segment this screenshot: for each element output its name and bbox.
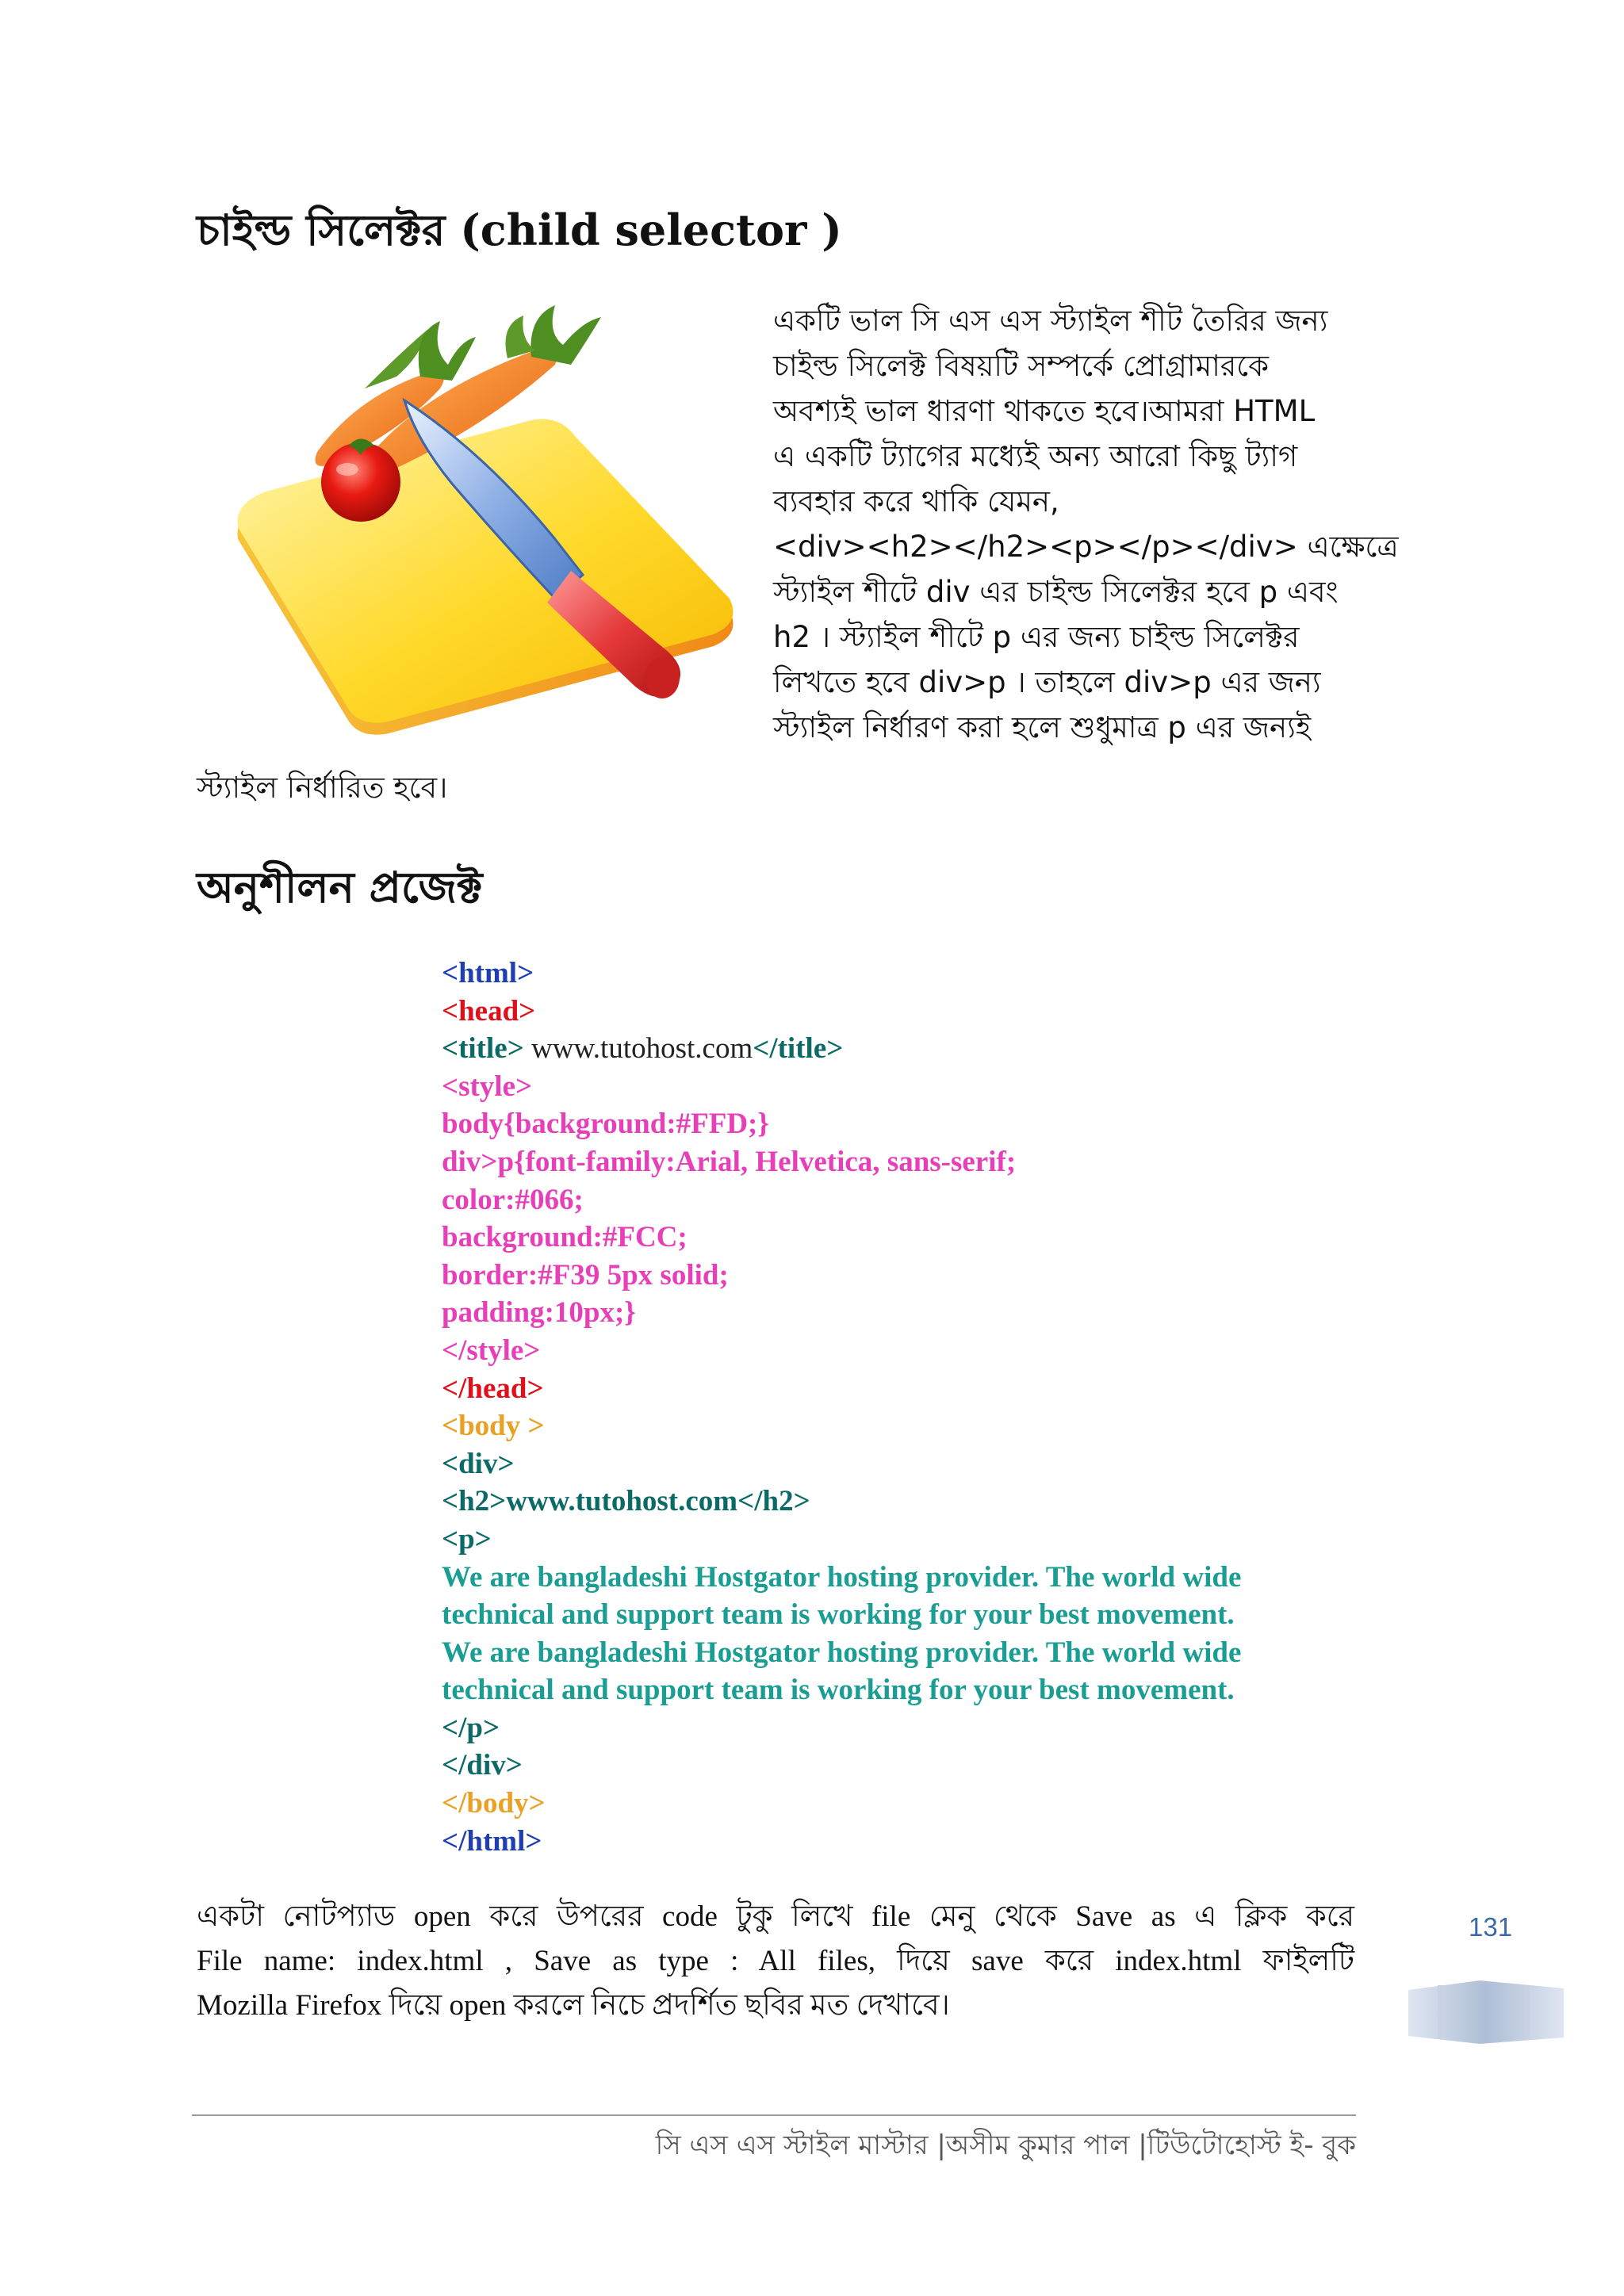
instruction-paragraph — [197, 1895, 1354, 2028]
code-line: border:#F39 5px solid; — [442, 1258, 729, 1292]
code-line: </body> — [442, 1787, 546, 1820]
intro-line: স্ট্যাইল শীটে div এর চাইল্ড সিলেক্টর হবে p এবং — [773, 575, 1339, 609]
intro-line: h2 । স্ট্যাইল শীটে p এর জন্য চাইল্ড সিলেক্টর — [773, 620, 1300, 654]
code-line: color:#066; — [442, 1183, 584, 1216]
code-line: background:#FCC; — [442, 1221, 688, 1254]
code-line: </head> — [442, 1372, 544, 1405]
cutting-board-illustration — [222, 301, 761, 745]
running-footer: সি এস এস স্টাইল মাস্টার |অসীম কুমার পাল |টিউটোহোস্ট ই- বুক — [655, 2130, 1356, 2161]
code-listing — [442, 955, 1377, 1860]
intro-line: চাইল্ড সিলেক্ট বিষয়টি সম্পর্কে প্রোগ্রামারকে — [773, 349, 1269, 383]
code-line: </div> — [442, 1749, 523, 1782]
intro-paragraph — [773, 298, 1399, 750]
code-line: div>p{font-family:Arial, Helvetica, sans-serif; — [442, 1145, 1017, 1178]
title-close-tag: </title> — [753, 1032, 844, 1066]
code-line-title — [442, 1030, 1377, 1068]
code-line: technical and support team is working for your best movement. — [442, 1674, 1235, 1707]
practice-project-heading: অনুশীলন প্রজেক্ট — [197, 863, 483, 913]
intro-line: <div><h2></h2><p></p></div> এক্ষেত্রে — [773, 530, 1399, 564]
page-tab-decoration — [1408, 1980, 1564, 2044]
intro-line: এ একটি ট্যাগের মধ্যেই অন্য আরো কিছু ট্যাগ — [773, 439, 1298, 473]
code-line: <html> — [442, 957, 534, 989]
code-line: <style> — [442, 1070, 533, 1103]
intro-last-line: স্ট্যাইল নির্ধারিত হবে। — [197, 771, 448, 805]
code-line: padding:10px;} — [442, 1296, 636, 1330]
intro-line: স্ট্যাইল নির্ধারণ করা হলে শুধুমাত্র p এর জন্যই — [773, 710, 1312, 744]
code-line: </html> — [442, 1824, 542, 1858]
intro-line: একটি ভাল সি এস এস স্ট্যাইল শীট তৈরির জন্য — [773, 304, 1328, 338]
intro-line: অবশ্যই ভাল ধারণা থাকতে হবে।আমরা HTML — [773, 394, 1316, 428]
page-number: 131 — [1469, 1912, 1513, 1942]
code-line: <p> — [442, 1522, 492, 1556]
code-line: body{background:#FFD;} — [442, 1108, 769, 1141]
para-line: Mozilla Firefox দিয়ে open করলে নিচে প্রদর্শিত ছবির মত দেখাবে। — [197, 1989, 950, 2022]
code-line: </p> — [442, 1711, 500, 1744]
code-line: <h2>www.tutohost.com</h2> — [442, 1485, 810, 1518]
title-open-tag: <title> — [442, 1032, 524, 1066]
code-line: technical and support team is working for your best movement. — [442, 1598, 1235, 1632]
para-line: File name: index.html , Save as type : All files, দিয়ে save করে index.html ফাইলটি — [197, 1945, 1354, 1977]
footer-divider — [192, 2114, 1356, 2116]
code-line: We are bangladeshi Hostgator hosting provider. The world wide — [442, 1636, 1242, 1669]
code-line: <head> — [442, 994, 536, 1027]
code-line: </style> — [442, 1334, 541, 1367]
intro-line: লিখতে হবে div>p । তাহলে div>p এর জন্য — [773, 665, 1321, 699]
code-line: <body > — [442, 1410, 545, 1443]
section-heading: চাইল্ড সিলেক্টর (child selector ) — [197, 205, 842, 255]
code-line: <div> — [442, 1447, 515, 1480]
code-line: We are bangladeshi Hostgator hosting provider. The world wide — [442, 1560, 1242, 1594]
intro-line: ব্যবহার করে থাকি যেমন, — [773, 484, 1059, 519]
title-text: www.tutohost.com — [523, 1032, 753, 1066]
para-line: একটা নোটপ্যাড open করে উপরের code টুকু লিখে file মেনু থেকে Save as এ ক্লিক করে — [197, 1900, 1354, 1933]
